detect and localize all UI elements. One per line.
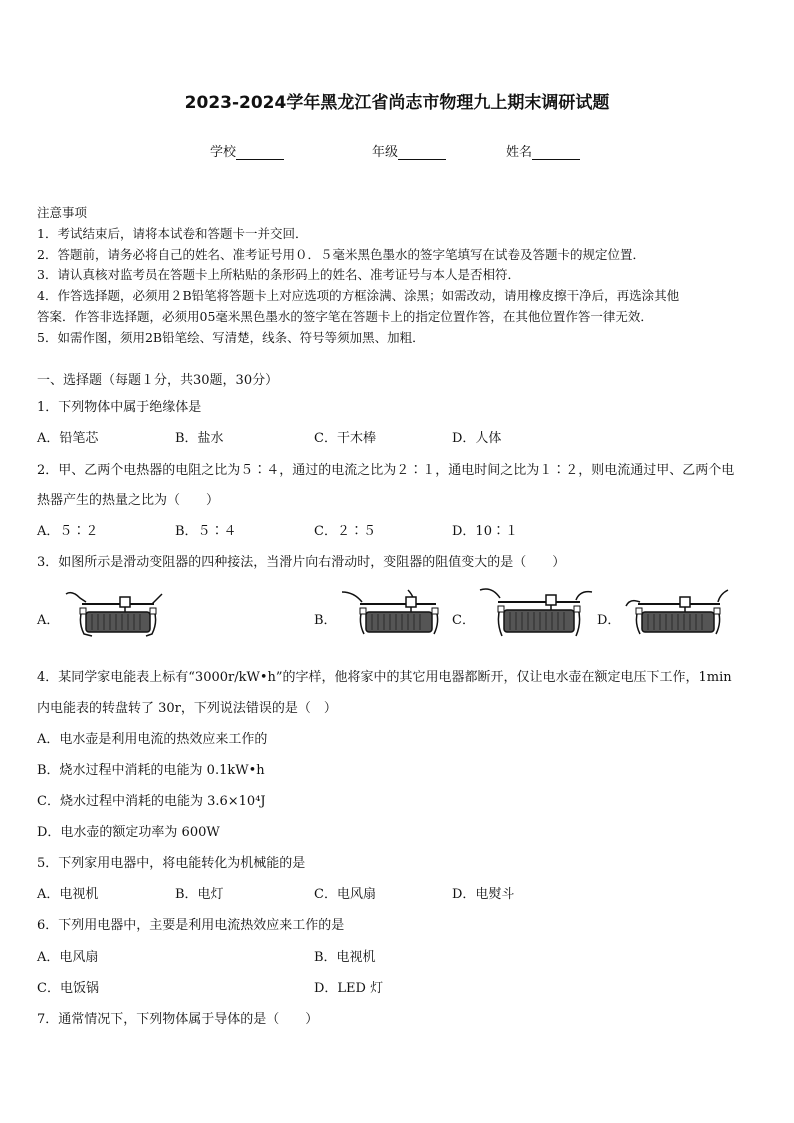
option-c: C．２∶５ — [314, 524, 376, 539]
option-b: B．５∶４ — [175, 524, 237, 539]
page-title: 2023-2024学年黑龙江省尚志市物理九上期末调研试题 — [184, 93, 610, 113]
option-a: A．电水壶是利用电流的热效应来工作的 — [37, 732, 268, 747]
school-field — [210, 141, 284, 160]
name-label: 姓名 — [506, 145, 533, 160]
question-stem: 1．下列物体中属于绝缘体是 — [37, 400, 202, 415]
rheostat-figure-b — [340, 588, 452, 644]
notice-item: 3．请认真核对监考员在答题卡上所粘贴的条形码上的姓名、准考证号与本人是否相符． — [37, 267, 520, 282]
option-a: A． — [37, 613, 60, 628]
grade-blank — [398, 147, 446, 160]
option-d: D．LED 灯 — [314, 981, 384, 996]
option-d: D．10∶１ — [452, 524, 518, 539]
question-stem: 2．甲、乙两个电热器的电阻之比为５∶４，通过的电流之比为２∶１，通电时间之比为１∶２，则电流通过甲、乙两个电 — [37, 463, 735, 478]
option-b: B．电视机 — [314, 950, 376, 965]
school-label: 学校 — [210, 145, 237, 160]
notice-item: 2．答题前，请务必将自己的姓名、准考证号用０．５毫米黑色墨水的签字笔填写在试卷及答题卡的规定位置． — [37, 247, 645, 262]
option-a: A．５∶２ — [37, 524, 99, 539]
option-b: B． — [314, 613, 337, 628]
question-stem: 5．下列家用电器中，将电能转化为机械能的是 — [37, 856, 306, 871]
option-b: B．烧水过程中消耗的电能为 0.1kW•h — [37, 763, 265, 778]
notice-heading: 注意事项 — [37, 205, 88, 220]
option-c: C．烧水过程中消耗的电能为 3.6×10⁴J — [37, 794, 266, 809]
rheostat-figure-a — [62, 588, 172, 644]
name-field — [506, 141, 580, 160]
option-c: C．电风扇 — [314, 887, 376, 902]
question-stem: 3．如图所示是滑动变阻器的四种接法，当滑片向右滑动时，变阻器的阻值变大的是（ ） — [37, 555, 566, 570]
option-d: D．电水壶的额定功率为 600W — [37, 825, 220, 840]
option-c: C． — [452, 613, 475, 628]
section-heading: 一、选择题（每题１分，共30题，30分） — [37, 373, 279, 388]
grade-label: 年级 — [372, 145, 399, 160]
grade-field — [372, 141, 446, 160]
question-stem: 内电能表的转盘转了 30r，下列说法错误的是（ ） — [37, 701, 337, 716]
question-stem: 7．通常情况下，下列物体属于导体的是（ ） — [37, 1012, 319, 1027]
question-stem: 4．某同学家电能表上标有“3000r/kW•h”的字样，他将家中的其它用电器都断开，仅让电水壶在额定电压下工作，1min — [37, 670, 732, 685]
option-b: B．电灯 — [175, 887, 224, 902]
option-b: B．盐水 — [175, 431, 224, 446]
notice-item: 4．作答选择题，必须用２B铅笔将答题卡上对应选项的方框涂满、涂黑；如需改动，请用橡皮擦干净后，再选涂其他 — [37, 288, 680, 303]
option-c: C．电饭锅 — [37, 981, 99, 996]
question-stem: 6．下列用电器中，主要是利用电流热效应来工作的是 — [37, 918, 345, 933]
notice-item: 1．考试结束后，请将本试卷和答题卡一并交回． — [37, 226, 308, 241]
option-a: A．电视机 — [37, 887, 99, 902]
question-stem: 热器产生的热量之比为（ ） — [37, 493, 220, 508]
notice-item: 5．如需作图，须用2B铅笔绘、写清楚，线条、符号等须加黑、加粗． — [37, 330, 425, 345]
option-a: A．电风扇 — [37, 950, 99, 965]
option-d: D．人体 — [452, 431, 502, 446]
school-blank — [236, 147, 284, 160]
option-d: D．电熨斗 — [452, 887, 515, 902]
name-blank — [532, 147, 580, 160]
notice-item: 答案．作答非选择题，必须用05毫米黑色墨水的签字笔在答题卡上的指定位置作答，在其他位置作答一律无效． — [37, 309, 653, 324]
option-a: A．铅笔芯 — [37, 431, 99, 446]
option-d: D． — [597, 613, 621, 628]
option-c: C．干木棒 — [314, 431, 376, 446]
rheostat-figure-d — [622, 586, 734, 644]
rheostat-figure-c — [476, 584, 596, 644]
